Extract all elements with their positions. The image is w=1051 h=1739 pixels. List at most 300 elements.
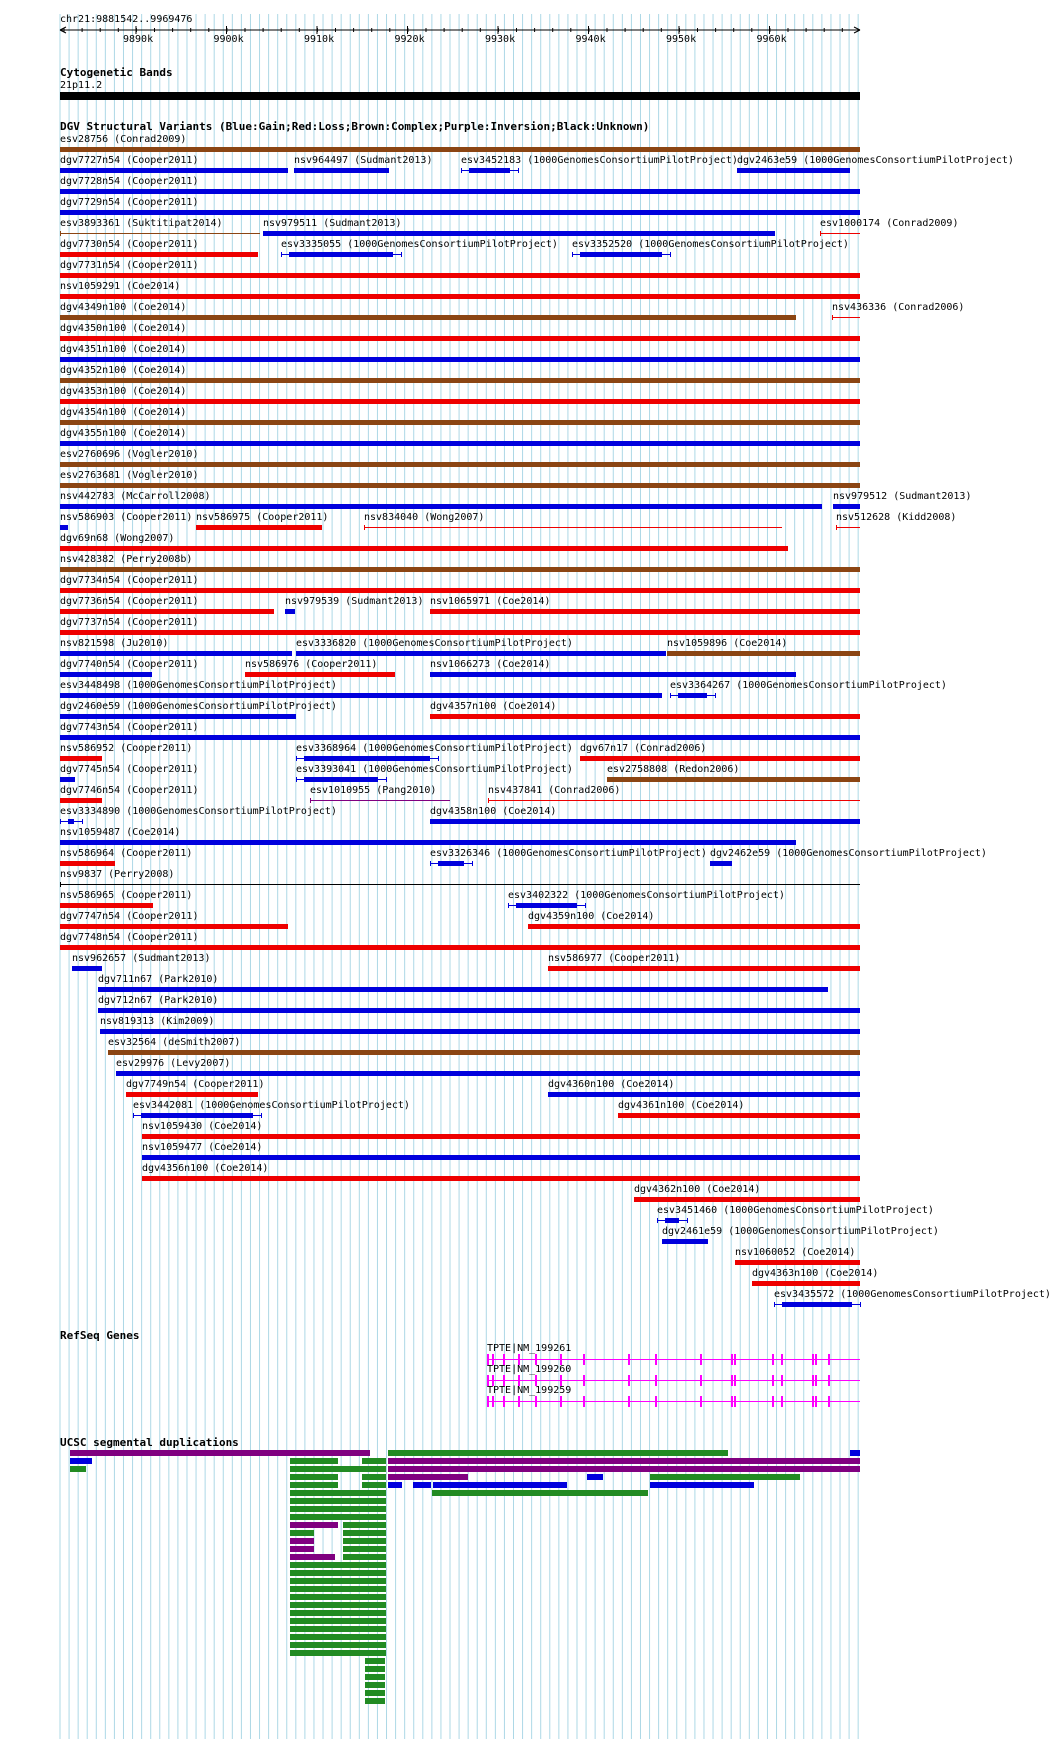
feature-label[interactable]: dgv4358n100 (Coe2014) (430, 806, 557, 817)
feature-label[interactable]: dgv4360n100 (Coe2014) (548, 1079, 675, 1090)
segdup-bar (290, 1586, 386, 1592)
feature-label[interactable]: nsv442783 (McCarroll2008) (60, 491, 211, 502)
ruler-tick-label: 9900k (213, 34, 244, 45)
feature-label[interactable]: nsv436336 (Conrad2006) (832, 302, 965, 313)
gene-exon (828, 1396, 830, 1407)
segdup-bar (365, 1658, 385, 1664)
segdup-bar (365, 1674, 385, 1680)
feature-label[interactable]: esv3893361 (Suktitipat2014) (60, 218, 223, 229)
feature-bar-cap (296, 756, 297, 761)
feature-label[interactable]: esv3326346 (1000GenomesConsortiumPilotProject) (430, 848, 707, 859)
segdup-bar (290, 1618, 386, 1624)
feature-label[interactable]: dgv67n17 (Conrad2006) (580, 743, 707, 754)
feature-label[interactable]: nsv962657 (Sudmant2013) (72, 953, 211, 964)
feature-bar-cap (261, 1113, 262, 1118)
segdup-bar (650, 1482, 754, 1488)
ruler-tick-label: 9910k (304, 34, 335, 45)
feature-label[interactable]: dgv7745n54 (Cooper2011) (60, 764, 199, 775)
feature-label[interactable]: esv3335055 (1000GenomesConsortiumPilotProject) (281, 239, 558, 250)
segdup-track-title[interactable]: UCSC segmental duplications (60, 1436, 239, 1449)
gene-exon (734, 1354, 736, 1365)
feature-label[interactable]: nsv1059430 (Coe2014) (142, 1121, 263, 1132)
feature-label[interactable]: esv3364267 (1000GenomesConsortiumPilotProject) (670, 680, 947, 691)
segdup-bar (850, 1450, 860, 1456)
feature-bar (60, 357, 860, 362)
segdup-bar (343, 1530, 386, 1536)
dgv-track-title[interactable]: DGV Structural Variants (Blue:Gain;Red:Loss;Brown:Complex;Purple:Inversion;Black:Unknown) (60, 120, 650, 133)
feature-label[interactable]: nsv1059291 (Coe2014) (60, 281, 181, 292)
feature-bar (833, 504, 860, 509)
feature-label[interactable]: nsv437841 (Conrad2006) (488, 785, 621, 796)
feature-bar (430, 819, 860, 824)
gene-exon (734, 1396, 736, 1407)
feature-label[interactable]: dgv7727n54 (Cooper2011) (60, 155, 199, 166)
feature-label[interactable]: dgv4363n100 (Coe2014) (752, 1268, 879, 1279)
feature-bar (516, 903, 577, 908)
feature-bar (60, 399, 860, 404)
feature-label[interactable]: nsv1060052 (Coe2014) (735, 1247, 856, 1258)
feature-bar (580, 756, 860, 761)
feature-label[interactable]: dgv711n67 (Park2010) (98, 974, 219, 985)
feature-bar (60, 189, 860, 194)
gene-exon (503, 1396, 505, 1407)
gene-exon (781, 1396, 783, 1407)
segdup-bar (70, 1458, 92, 1464)
feature-label[interactable]: nsv819313 (Kim2009) (100, 1016, 215, 1027)
gene-exon (655, 1396, 657, 1407)
feature-bar (60, 546, 788, 551)
cytoband-label: 21p11.2 (60, 80, 103, 91)
feature-bar (60, 735, 860, 740)
feature-label[interactable]: esv3442081 (1000GenomesConsortiumPilotProject) (133, 1100, 410, 1111)
feature-bar (142, 1134, 860, 1139)
feature-bar (296, 651, 666, 656)
feature-bar (196, 525, 322, 530)
feature-label[interactable]: dgv7730n54 (Cooper2011) (60, 239, 199, 250)
gene-intron (487, 1380, 860, 1381)
gene-exon (812, 1375, 814, 1386)
feature-label[interactable]: esv3393041 (1000GenomesConsortiumPilotProject) (296, 764, 573, 775)
cytoband-bar (60, 92, 860, 100)
feature-bar-cap (585, 903, 586, 908)
gene-exon (781, 1354, 783, 1365)
segdup-bar (290, 1554, 335, 1560)
feature-label[interactable]: nsv586976 (Cooper2011) (245, 659, 378, 670)
feature-bar-cap (860, 1302, 861, 1307)
feature-bar (263, 231, 775, 236)
feature-bar (60, 924, 288, 929)
feature-bar-cap (836, 525, 837, 530)
feature-label[interactable]: nsv1065971 (Coe2014) (430, 596, 551, 607)
feature-bar-cap (430, 861, 431, 866)
feature-bar (60, 693, 662, 698)
gene-intron (487, 1401, 860, 1402)
segdup-bar (290, 1458, 338, 1464)
feature-bar (60, 798, 102, 803)
segdup-bar (365, 1666, 385, 1672)
feature-label[interactable]: dgv7731n54 (Cooper2011) (60, 260, 199, 271)
feature-bar (665, 1218, 679, 1223)
feature-bar (60, 168, 288, 173)
feature-bar (60, 462, 860, 467)
segdup-bar (290, 1610, 386, 1616)
feature-bar (289, 252, 393, 257)
segdup-bar (70, 1466, 86, 1472)
feature-label[interactable]: nsv1066273 (Coe2014) (430, 659, 551, 670)
gene-exon (700, 1396, 702, 1407)
feature-bar (60, 567, 860, 572)
segdup-bar (362, 1474, 386, 1480)
segdup-bar (290, 1594, 386, 1600)
feature-bar (60, 609, 274, 614)
feature-label[interactable]: dgv69n68 (Wong2007) (60, 533, 175, 544)
feature-label[interactable]: nsv834040 (Wong2007) (364, 512, 485, 523)
feature-label[interactable]: dgv7743n54 (Cooper2011) (60, 722, 199, 733)
gene-exon (492, 1396, 494, 1407)
gene-exon (734, 1375, 736, 1386)
gene-label[interactable]: TPTE|NM_199259 (487, 1385, 572, 1396)
feature-label[interactable]: esv2758808 (Redon2006) (607, 764, 740, 775)
segdup-bar (290, 1490, 386, 1496)
segdup-bar (362, 1482, 386, 1488)
feature-bar (245, 672, 395, 677)
segdup-bar (343, 1554, 386, 1560)
gene-exon (655, 1375, 657, 1386)
feature-bar (60, 441, 860, 446)
feature-label[interactable]: nsv964497 (Sudmant2013) (294, 155, 433, 166)
feature-label[interactable]: esv29976 (Levy2007) (116, 1058, 231, 1069)
segdup-bar (650, 1474, 800, 1480)
feature-bar (60, 945, 860, 950)
feature-label[interactable]: dgv4357n100 (Coe2014) (430, 701, 557, 712)
feature-label[interactable]: esv1000174 (Conrad2009) (820, 218, 959, 229)
segdup-bar (413, 1482, 431, 1488)
feature-label[interactable]: esv3334890 (1000GenomesConsortiumPilotProject) (60, 806, 337, 817)
gene-exon (628, 1354, 630, 1365)
feature-bar (68, 819, 74, 824)
feature-bar-cap (133, 1113, 134, 1118)
ruler-tick-label: 9920k (394, 34, 425, 45)
segdup-bar (290, 1538, 314, 1544)
segdup-bar (70, 1450, 370, 1456)
feature-bar (782, 1302, 852, 1307)
segdup-bar (388, 1474, 468, 1480)
segdup-bar (343, 1522, 386, 1528)
gene-exon (772, 1354, 774, 1365)
feature-label[interactable]: nsv586952 (Cooper2011) (60, 743, 193, 754)
gene-exon (772, 1396, 774, 1407)
feature-label[interactable]: esv3336820 (1000GenomesConsortiumPilotProject) (296, 638, 573, 649)
feature-label[interactable]: nsv9837 (Perry2008) (60, 869, 175, 880)
segdup-bar (290, 1474, 338, 1480)
segdup-bar (290, 1546, 314, 1552)
feature-bar (60, 630, 860, 635)
ruler-tick-label: 9890k (123, 34, 154, 45)
feature-bar (607, 777, 860, 782)
feature-bar (60, 777, 75, 782)
feature-bar (98, 987, 828, 992)
feature-label[interactable]: nsv979539 (Sudmant2013) (285, 596, 424, 607)
feature-bar-cap (657, 1218, 658, 1223)
feature-bar (60, 315, 796, 320)
feature-bar (634, 1197, 860, 1202)
segdup-bar (290, 1634, 386, 1640)
feature-bar (60, 483, 860, 488)
feature-bar-cap (832, 315, 833, 320)
segdup-bar (365, 1682, 385, 1688)
segdup-bar (290, 1602, 386, 1608)
feature-bar (142, 1155, 860, 1160)
gene-exon (731, 1396, 733, 1407)
feature-label[interactable]: dgv7748n54 (Cooper2011) (60, 932, 199, 943)
gene-exon (518, 1396, 520, 1407)
feature-label[interactable]: dgv2463e59 (1000GenomesConsortiumPilotProject) (737, 155, 1014, 166)
feature-label[interactable]: nsv512628 (Kidd2008) (836, 512, 957, 523)
feature-bar (60, 884, 860, 885)
gene-exon (731, 1375, 733, 1386)
feature-bar-cap (774, 1302, 775, 1307)
feature-label[interactable]: esv2760696 (Vogler2010) (60, 449, 199, 460)
feature-bar (430, 672, 796, 677)
feature-bar (310, 800, 450, 801)
segdup-bar (290, 1498, 386, 1504)
feature-bar (116, 1071, 860, 1076)
feature-bar (108, 1050, 860, 1055)
feature-label[interactable]: dgv2462e59 (1000GenomesConsortiumPilotProject) (710, 848, 987, 859)
feature-bar (667, 651, 860, 656)
feature-bar (430, 609, 860, 614)
feature-label[interactable]: dgv7746n54 (Cooper2011) (60, 785, 199, 796)
feature-bar (528, 924, 860, 929)
segdup-bar (290, 1522, 338, 1528)
segdup-bar (290, 1562, 386, 1568)
feature-label[interactable]: esv2763681 (Vogler2010) (60, 470, 199, 481)
feature-bar-cap (401, 252, 402, 257)
feature-bar-cap (820, 231, 821, 236)
feature-label[interactable]: nsv586965 (Cooper2011) (60, 890, 193, 901)
feature-bar (60, 903, 153, 908)
feature-label[interactable]: dgv2460e59 (1000GenomesConsortiumPilotProject) (60, 701, 337, 712)
feature-bar (60, 525, 68, 530)
feature-bar-cap (488, 798, 489, 803)
ruler-tick-label: 9940k (575, 34, 606, 45)
feature-label[interactable]: esv3451460 (1000GenomesConsortiumPilotProject) (657, 1205, 934, 1216)
refseq-track-title[interactable]: RefSeq Genes (60, 1329, 140, 1342)
segdup-bar (290, 1530, 314, 1536)
segdup-bar (290, 1642, 386, 1648)
ruler-tick-label: 9930k (485, 34, 516, 45)
segdup-bar (365, 1690, 385, 1696)
feature-bar-cap (472, 861, 473, 866)
gene-exon (815, 1354, 817, 1365)
feature-bar-cap (687, 1218, 688, 1223)
feature-bar (304, 756, 430, 761)
ruler-position: chr21:9881542..9969476 (60, 14, 193, 25)
feature-label[interactable]: dgv7729n54 (Cooper2011) (60, 197, 199, 208)
feature-label[interactable]: dgv4356n100 (Coe2014) (142, 1163, 269, 1174)
gene-intron (487, 1359, 860, 1360)
feature-bar (710, 861, 732, 866)
feature-label[interactable]: nsv821598 (Ju2010) (60, 638, 169, 649)
feature-bar-cap (60, 819, 61, 824)
feature-bar-cap (438, 756, 439, 761)
feature-label[interactable]: dgv4359n100 (Coe2014) (528, 911, 655, 922)
feature-label[interactable]: nsv586964 (Cooper2011) (60, 848, 193, 859)
feature-bar (285, 609, 295, 614)
feature-label[interactable]: nsv979511 (Sudmant2013) (263, 218, 402, 229)
segdup-bar (290, 1578, 386, 1584)
segdup-bar (290, 1506, 386, 1512)
feature-bar (60, 233, 260, 234)
ruler-tick-label: 9960k (756, 34, 787, 45)
feature-bar-cap (518, 168, 519, 173)
feature-bar (72, 966, 102, 971)
feature-bar (820, 233, 860, 234)
feature-bar (836, 527, 860, 528)
feature-label[interactable]: dgv4352n100 (Coe2014) (60, 365, 187, 376)
feature-bar-cap (281, 252, 282, 257)
feature-bar (60, 378, 860, 383)
feature-label[interactable]: nsv428382 (Perry2008b) (60, 554, 193, 565)
gene-exon (812, 1396, 814, 1407)
feature-bar-cap (386, 777, 387, 782)
feature-bar (735, 1260, 860, 1265)
cytoband-track-title[interactable]: Cytogenetic Bands (60, 66, 173, 79)
segdup-bar (343, 1546, 386, 1552)
feature-label[interactable]: dgv4354n100 (Coe2014) (60, 407, 187, 418)
feature-label[interactable]: nsv586977 (Cooper2011) (548, 953, 681, 964)
gene-exon (772, 1375, 774, 1386)
feature-bar (832, 317, 860, 318)
feature-label[interactable]: esv3352520 (1000GenomesConsortiumPilotProject) (572, 239, 849, 250)
gene-exon (487, 1396, 489, 1407)
gene-exon (700, 1354, 702, 1365)
feature-label[interactable]: dgv4353n100 (Coe2014) (60, 386, 187, 397)
feature-label[interactable]: nsv1059477 (Coe2014) (142, 1142, 263, 1153)
feature-bar (60, 756, 102, 761)
segdup-bar (290, 1482, 338, 1488)
feature-bar (548, 1092, 860, 1097)
feature-bar (100, 1029, 860, 1034)
gene-exon (583, 1396, 585, 1407)
feature-bar-cap (670, 252, 671, 257)
gene-exon (560, 1396, 562, 1407)
feature-bar-cap (715, 693, 716, 698)
gene-exon (628, 1396, 630, 1407)
feature-bar (488, 800, 860, 801)
feature-label[interactable]: dgv7740n54 (Cooper2011) (60, 659, 199, 670)
segdup-bar (388, 1466, 860, 1472)
gene-exon (781, 1375, 783, 1386)
feature-label[interactable]: dgv7728n54 (Cooper2011) (60, 176, 199, 187)
feature-bar-cap (364, 525, 365, 530)
feature-label[interactable]: dgv4362n100 (Coe2014) (634, 1184, 761, 1195)
feature-bar (752, 1281, 860, 1286)
feature-label[interactable]: esv32564 (deSmith2007) (108, 1037, 241, 1048)
feature-label[interactable]: esv3402322 (1000GenomesConsortiumPilotProject) (508, 890, 785, 901)
feature-bar (60, 861, 115, 866)
feature-label[interactable]: esv28756 (Conrad2009) (60, 134, 187, 145)
feature-label[interactable]: esv1010955 (Pang2010) (310, 785, 437, 796)
feature-label[interactable]: esv3435572 (1000GenomesConsortiumPilotProject) (774, 1289, 1051, 1300)
feature-label[interactable]: dgv4351n100 (Coe2014) (60, 344, 187, 355)
feature-bar (60, 714, 296, 719)
feature-label[interactable]: dgv7734n54 (Cooper2011) (60, 575, 199, 586)
segdup-bar (432, 1490, 648, 1496)
feature-label[interactable]: dgv7736n54 (Cooper2011) (60, 596, 199, 607)
gene-label[interactable]: TPTE|NM_199260 (487, 1364, 572, 1375)
feature-bar (364, 527, 782, 528)
feature-bar-cap (60, 882, 61, 887)
feature-bar (438, 861, 464, 866)
segdup-bar (362, 1458, 386, 1464)
feature-label[interactable]: dgv7749n54 (Cooper2011) (126, 1079, 265, 1090)
feature-label[interactable]: dgv4349n100 (Coe2014) (60, 302, 187, 313)
feature-label[interactable]: nsv586903 (Cooper2011) (60, 512, 193, 523)
feature-bar (60, 651, 292, 656)
feature-label[interactable]: dgv2461e59 (1000GenomesConsortiumPilotProject) (662, 1226, 939, 1237)
feature-bar (60, 252, 258, 257)
segdup-bar (388, 1450, 728, 1456)
feature-label[interactable]: esv3452183 (1000GenomesConsortiumPilotProject) (461, 155, 738, 166)
feature-bar (60, 336, 860, 341)
feature-label[interactable]: dgv4355n100 (Coe2014) (60, 428, 187, 439)
gene-exon (815, 1375, 817, 1386)
feature-bar (548, 966, 860, 971)
gene-exon (731, 1354, 733, 1365)
segdup-bar (290, 1626, 386, 1632)
feature-bar-cap (296, 777, 297, 782)
feature-bar (60, 588, 860, 593)
feature-label[interactable]: nsv979512 (Sudmant2013) (833, 491, 972, 502)
segdup-bar (343, 1538, 386, 1544)
feature-label[interactable]: nsv586975 (Cooper2011) (196, 512, 329, 523)
feature-bar (662, 1239, 708, 1244)
feature-bar (141, 1113, 253, 1118)
segdup-bar (388, 1458, 860, 1464)
feature-label[interactable]: dgv712n67 (Park2010) (98, 995, 219, 1006)
segdup-bar (433, 1482, 567, 1488)
gene-label[interactable]: TPTE|NM_199261 (487, 1343, 572, 1354)
feature-bar (469, 168, 510, 173)
feature-label[interactable]: dgv7747n54 (Cooper2011) (60, 911, 199, 922)
segdup-bar (290, 1570, 386, 1576)
feature-bar-cap (572, 252, 573, 257)
gene-exon (583, 1375, 585, 1386)
feature-label[interactable]: nsv1059487 (Coe2014) (60, 827, 181, 838)
feature-label[interactable]: esv3448498 (1000GenomesConsortiumPilotProject) (60, 680, 337, 691)
feature-label[interactable]: esv3368964 (1000GenomesConsortiumPilotProject) (296, 743, 573, 754)
feature-bar (430, 714, 860, 719)
gene-exon (828, 1354, 830, 1365)
feature-bar (678, 693, 707, 698)
segdup-bar (388, 1482, 402, 1488)
feature-bar (580, 252, 662, 257)
feature-label[interactable]: dgv7737n54 (Cooper2011) (60, 617, 199, 628)
feature-bar (60, 294, 860, 299)
feature-bar (60, 672, 152, 677)
feature-bar (98, 1008, 860, 1013)
segdup-bar (365, 1698, 385, 1704)
gene-exon (655, 1354, 657, 1365)
feature-bar-cap (60, 231, 61, 236)
feature-label[interactable]: dgv4361n100 (Coe2014) (618, 1100, 745, 1111)
feature-bar-cap (670, 693, 671, 698)
feature-label[interactable]: dgv4350n100 (Coe2014) (60, 323, 187, 334)
feature-bar-cap (310, 798, 311, 803)
gene-exon (583, 1354, 585, 1365)
feature-label[interactable]: nsv1059896 (Coe2014) (667, 638, 788, 649)
